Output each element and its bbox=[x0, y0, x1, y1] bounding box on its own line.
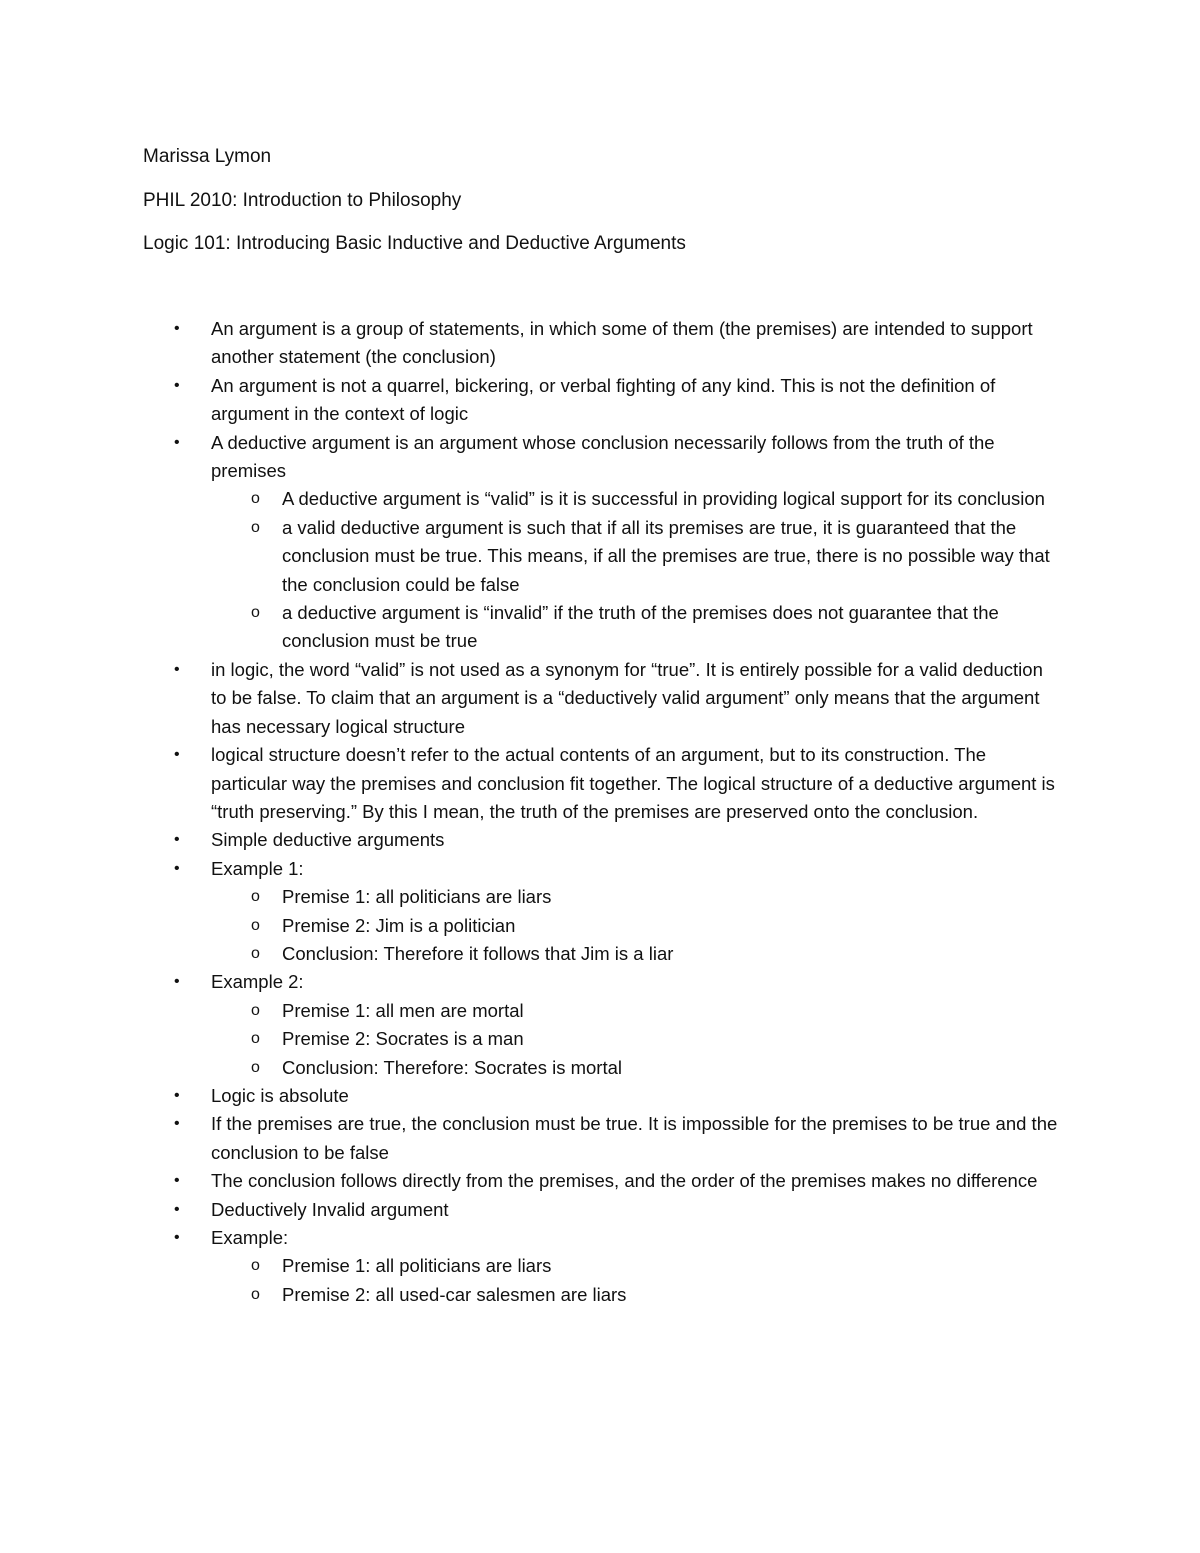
sub-list-item bbox=[0, 1054, 1062, 1082]
bullet-icon: • bbox=[174, 1115, 180, 1133]
list-item bbox=[0, 741, 1061, 826]
list-item-text: The conclusion follows directly from the premises, and the order of the premises makes no difference bbox=[211, 1170, 1038, 1192]
list-item bbox=[0, 1110, 1061, 1167]
bullet-icon: • bbox=[174, 376, 180, 394]
sub-list-item bbox=[0, 940, 1062, 968]
list-item bbox=[0, 1167, 1061, 1195]
list-item-text: Example 1: bbox=[211, 857, 304, 879]
circle-bullet-icon: o bbox=[251, 518, 260, 536]
notes-list bbox=[0, 315, 1200, 1309]
list-item-text: A deductive argument is an argument whose conclusion necessarily follows from the truth of the premises bbox=[211, 431, 995, 482]
bullet-icon: • bbox=[174, 1200, 180, 1218]
sub-list-item bbox=[0, 514, 1062, 599]
sub-list-item bbox=[0, 883, 1062, 911]
list-item bbox=[0, 429, 1061, 486]
bullet-icon: • bbox=[174, 859, 180, 877]
sub-list-item bbox=[0, 1252, 1062, 1280]
list-item-text: Premise 1: all politicians are liars bbox=[282, 886, 552, 908]
list-item-text: a valid deductive argument is such that if all its premises are true, it is guaranteed that the conclusion must be true. This means, if all the premises are true, there is no possible way that the conclusion could be false bbox=[282, 516, 1050, 595]
sub-list-item bbox=[0, 997, 1062, 1025]
list-item-text: Premise 2: all used-car salesmen are liars bbox=[282, 1283, 627, 1305]
bullet-icon: • bbox=[174, 433, 180, 451]
list-item-text: in logic, the word “valid” is not used as a synonym for “true”. It is entirely possible for a valid deduction to be false. To claim that an argument is a “deductively valid argument” only means that the argument has necessary logical structure bbox=[211, 658, 1043, 737]
list-item-text: Conclusion: Therefore it follows that Jim is a liar bbox=[282, 942, 674, 964]
list-item bbox=[0, 855, 1061, 883]
list-item-text: Premise 1: all men are mortal bbox=[282, 999, 524, 1021]
bullet-icon: • bbox=[174, 973, 180, 991]
circle-bullet-icon: o bbox=[251, 1030, 260, 1048]
bullet-icon: • bbox=[174, 746, 180, 764]
circle-bullet-icon: o bbox=[251, 490, 260, 508]
list-item bbox=[0, 826, 1061, 854]
list-item-text: Example 2: bbox=[211, 971, 304, 993]
bullet-icon: • bbox=[174, 660, 180, 678]
list-item bbox=[0, 315, 1061, 372]
sub-list-item bbox=[0, 1281, 1062, 1309]
author-name: Marissa Lymon bbox=[143, 146, 272, 167]
list-item-text: Conclusion: Therefore: Socrates is mortal bbox=[282, 1056, 623, 1078]
list-item-text: An argument is a group of statements, in which some of them (the premises) are intended to support another statement (the conclusion) bbox=[211, 318, 1033, 368]
circle-bullet-icon: o bbox=[251, 888, 260, 906]
sub-list-item bbox=[0, 485, 1062, 513]
circle-bullet-icon: o bbox=[251, 1001, 260, 1019]
list-item-text: An argument is not a quarrel, bickering, or verbal fighting of any kind. This is not the definition of argument in the context of logic bbox=[211, 374, 996, 425]
list-item-text: A deductive argument is “valid” is it is successful in providing logical support for its conclusion bbox=[282, 488, 1045, 510]
list-item-text: Example: bbox=[211, 1227, 289, 1248]
list-item-text: If the premises are true, the conclusion must be true. It is impossible for the premises to be true and the conclusion to be false bbox=[211, 1113, 1058, 1163]
document-title: Logic 101: Introducing Basic Inductive and Deductive Arguments bbox=[143, 233, 686, 254]
list-item-text: Simple deductive arguments bbox=[211, 829, 445, 851]
circle-bullet-icon: o bbox=[251, 1058, 260, 1076]
list-item-text: Deductively Invalid argument bbox=[211, 1198, 449, 1220]
list-item bbox=[0, 372, 1061, 429]
list-item bbox=[0, 968, 1061, 996]
circle-bullet-icon: o bbox=[251, 1257, 260, 1275]
sub-list-item bbox=[0, 599, 1062, 656]
sub-list-item bbox=[0, 912, 1062, 940]
circle-bullet-icon: o bbox=[251, 604, 260, 622]
list-item bbox=[0, 1082, 1061, 1110]
bullet-icon: • bbox=[174, 1086, 180, 1104]
list-item-text: a deductive argument is “invalid” if the truth of the premises does not guarantee that the conclusion must be true bbox=[282, 602, 999, 652]
bullet-icon: • bbox=[174, 320, 180, 337]
circle-bullet-icon: o bbox=[251, 916, 260, 934]
list-item-text: Premise 2: Socrates is a man bbox=[282, 1028, 524, 1050]
bullet-icon: • bbox=[174, 831, 180, 849]
circle-bullet-icon: o bbox=[251, 1285, 260, 1303]
circle-bullet-icon: o bbox=[251, 944, 260, 962]
list-item-text: Logic is absolute bbox=[211, 1084, 349, 1106]
sub-list-item bbox=[0, 1025, 1062, 1053]
list-item bbox=[0, 1196, 1061, 1224]
bullet-icon: • bbox=[174, 1229, 180, 1246]
list-item-text: logical structure doesn’t refer to the actual contents of an argument, but to its construction. The particular way the premises and conclusion fit together. The logical structure of a deductive argument is “truth preserving.” By this I mean, the truth of the premises are preserved onto the conclusion. bbox=[211, 744, 1055, 822]
bullet-icon: • bbox=[174, 1172, 180, 1190]
list-item-text: Premise 1: all politicians are liars bbox=[282, 1255, 552, 1277]
list-item-text: Premise 2: Jim is a politician bbox=[282, 914, 516, 936]
list-item bbox=[0, 656, 1061, 741]
course-title: PHIL 2010: Introduction to Philosophy bbox=[143, 190, 462, 211]
list-item bbox=[0, 1224, 1061, 1252]
